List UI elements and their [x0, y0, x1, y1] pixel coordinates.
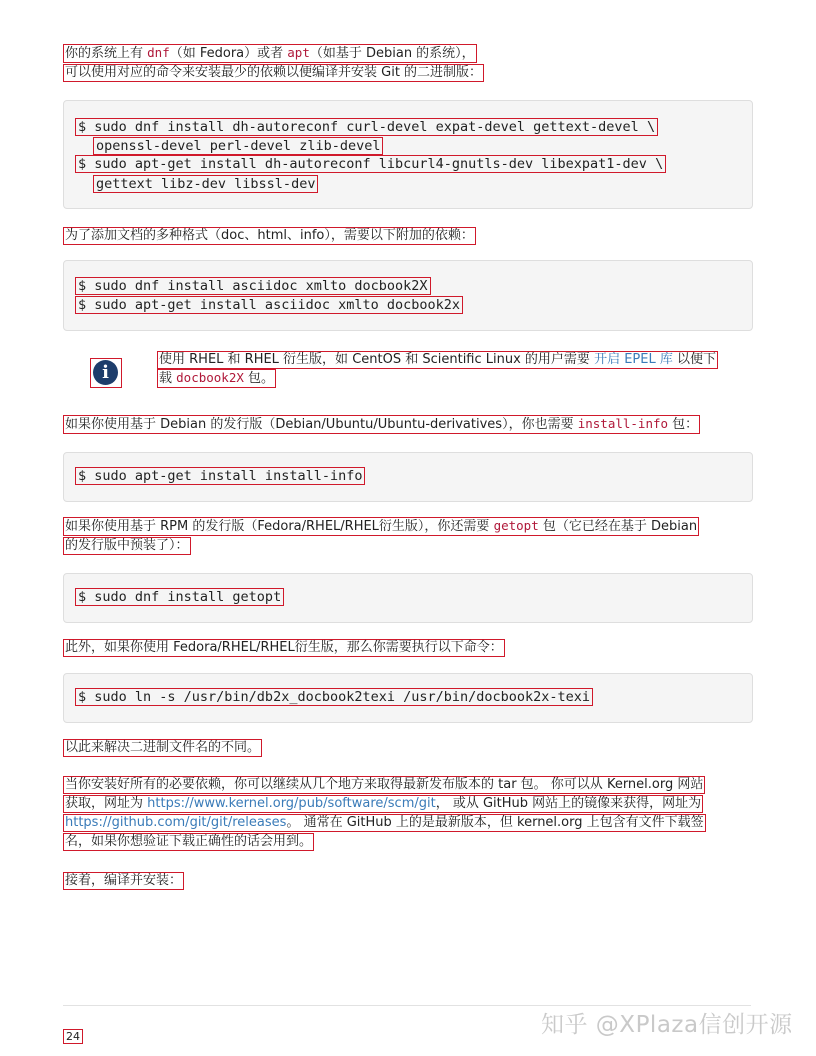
code-line: gettext libz-dev libssl-dev: [93, 175, 318, 193]
code-line: $ sudo apt-get install asciidoc xmlto docbook2x: [75, 296, 463, 314]
compile-install-paragraph: 接着，编译并安装：: [65, 873, 183, 888]
code-line: $ sudo apt-get install dh-autoreconf libcurl4-gnutls-dev libexpat1-dev \: [75, 155, 666, 173]
inline-code-apt: apt: [287, 45, 310, 60]
inline-code-install-info: install-info: [577, 416, 669, 431]
tarball-paragraph: 当你安装好所有的必要依赖，你可以继续从几个地方来取得最新发布版本的 tar 包。 你可以从 Kernel.org 网站 获取，网址为 https://www.kernel.org/pub/software/scm/git， 或从 GitHub 网站上的镜像来获得，网址为 https://github.com/git/git/releases。 通常在 GitHub 上的是最新版本，但 kernel.org 上包含有文件下载签 名，如果你想验证下载正确性的话会用到。: [65, 777, 704, 849]
intro-line-1: 你的系统上有 dnf（如 Fedora）或者 apt（如基于 Debian 的系统），: [65, 45, 475, 61]
code-line: $ sudo apt-get install install-info: [75, 467, 365, 485]
rpm-getopt-paragraph: 如果你使用基于 RPM 的发行版（Fedora/RHEL/RHEL衍生版），你还需要 getopt 包（它已经在基于 Debian 的发行版中预装了）：: [65, 518, 698, 553]
note-line-1: 使用 RHEL 和 RHEL 衍生版，如 CentOS 和 Scientific Linux 的用户需要 开启 EPEL 库 以便下: [159, 352, 716, 367]
intro-line-2: 可以使用对应的命令来安装最少的依赖以便编译并安装 Git 的二进制版：: [65, 65, 483, 80]
intro-paragraph: [63, 44, 753, 82]
page-number: 24: [63, 1029, 83, 1044]
inline-code-docbook2x: docbook2X: [176, 370, 244, 385]
code-block-getopt: [63, 573, 753, 623]
debian-install-info-paragraph: 如果你使用基于 Debian 的发行版（Debian/Ubuntu/Ubuntu-derivatives），你也需要 install-info 包：: [65, 416, 699, 432]
code-line: $ sudo dnf install asciidoc xmlto docbook2X: [75, 277, 431, 295]
inline-code-dnf: dnf: [147, 45, 170, 60]
code-line: $ sudo ln -s /usr/bin/db2x_docbook2texi /usr/bin/docbook2x-texi: [75, 688, 593, 706]
code-block-symlink: [63, 673, 753, 723]
code-block-doc-deps: [63, 260, 753, 331]
code-line: openssl-devel perl-devel zlib-devel: [93, 137, 383, 155]
kernel-org-link[interactable]: https://www.kernel.org/pub/software/scm/git: [147, 796, 436, 811]
docs-deps-paragraph: 为了添加文档的多种格式（doc、html、info），需要以下附加的依赖：: [65, 228, 474, 243]
note-line-2: 载 docbook2X 包。: [159, 370, 275, 386]
note-text: [157, 350, 732, 388]
inline-code-getopt: getopt: [493, 518, 539, 533]
symlink-paragraph: 此外，如果你使用 Fedora/RHEL/RHEL衍生版，那么你需要执行以下命令：: [65, 640, 503, 655]
code-line: $ sudo dnf install dh-autoreconf curl-devel expat-devel gettext-devel \: [75, 118, 658, 136]
watermark: 知乎 @XPlaza信创开源: [541, 1012, 793, 1038]
github-releases-link[interactable]: https://github.com/git/git/releases: [65, 815, 287, 830]
code-block-install-info: [63, 452, 753, 502]
code-block-install-deps: [63, 100, 753, 209]
binary-name-paragraph: 以此来解决二进制文件名的不同。: [65, 740, 261, 755]
code-line: $ sudo dnf install getopt: [75, 588, 284, 606]
info-icon: i: [90, 358, 122, 388]
epel-link[interactable]: 开启 EPEL 库: [594, 352, 673, 367]
